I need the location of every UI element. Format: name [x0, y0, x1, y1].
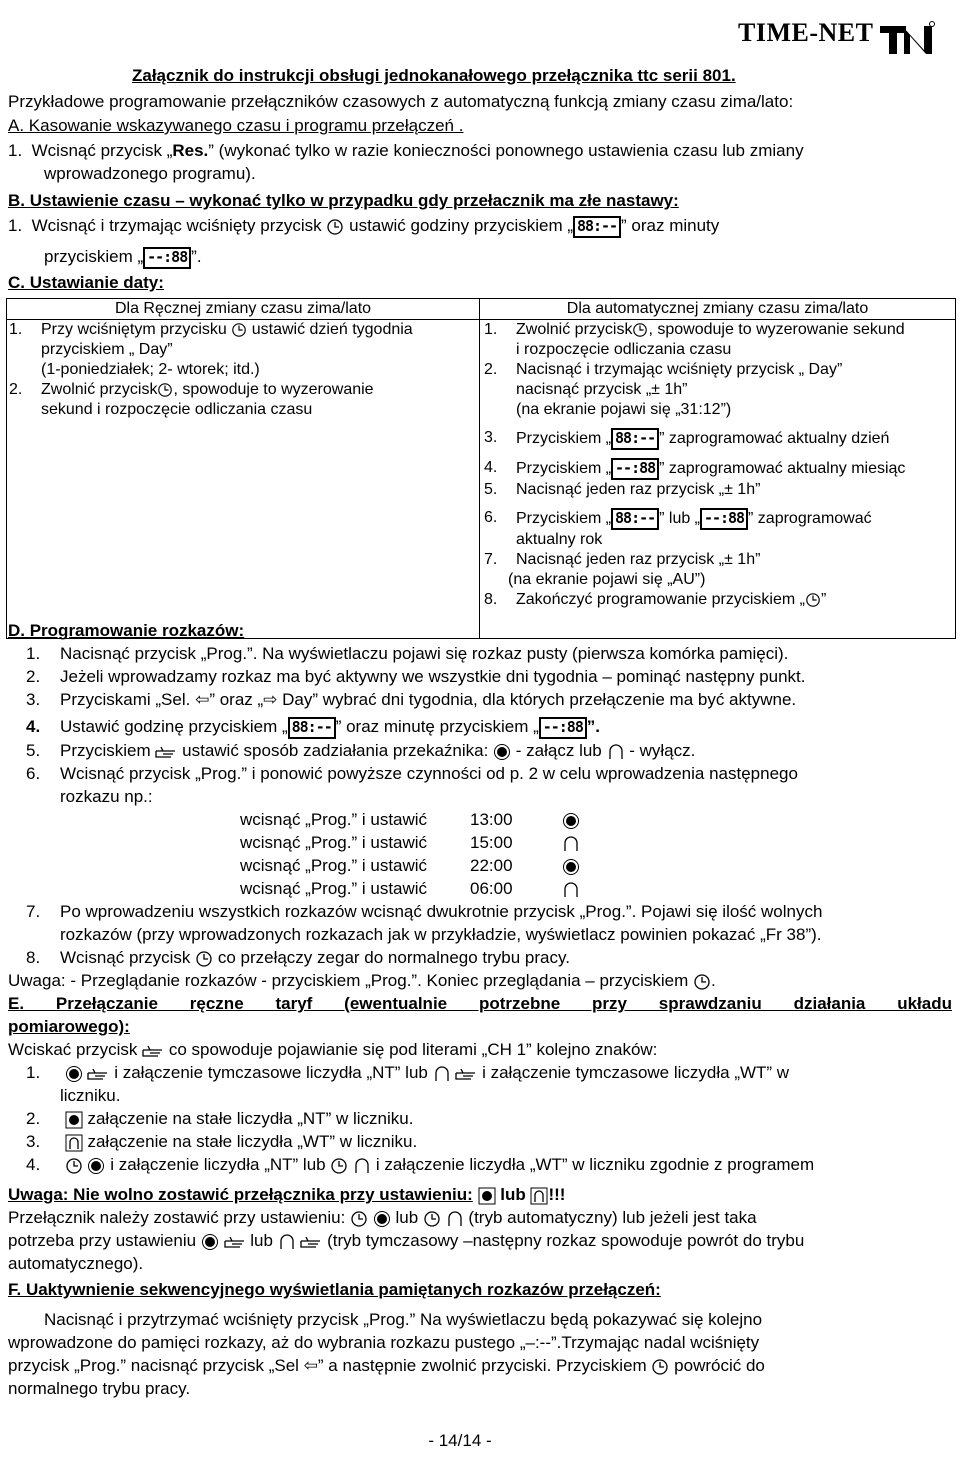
- example-row: wcisnąć „Prog.” i ustawić 13:00: [240, 809, 580, 831]
- relay-off-icon: [607, 743, 625, 761]
- clock-icon: [651, 1358, 669, 1376]
- section-d-item-3: 3. Przyciskami „Sel. ⇦” oraz „⇨ Day” wybrać dni tygodnia, dla których przełączenie ma być aktywne.: [26, 690, 797, 709]
- hand-icon: [300, 1234, 322, 1250]
- time-net-logo-icon: [880, 20, 940, 56]
- section-e-item-3: 3. załączenie na stałe liczydła „WT” w liczniku.: [26, 1132, 418, 1151]
- minutes-button-icon: --:88: [539, 717, 587, 739]
- example-row: wcisnąć „Prog.” i ustawić 15:00: [240, 832, 580, 854]
- section-d-item-7-cont: rozkazów (przy wprowadzonych rozkazach jak w przykładzie, wyświetlacz powinien pokazać „Fr 38”).: [60, 925, 822, 944]
- clock-icon: [231, 322, 247, 338]
- relay-on-icon: [87, 1157, 105, 1175]
- auto-step-8: 8. Zakończyć programowanie przyciskiem „ ”: [484, 591, 827, 608]
- section-e-item-4: 4. i załączenie liczydła „NT” lub i załączenie liczydła „WT” w liczniku zgodnie z programem: [26, 1155, 815, 1174]
- hand-icon: [155, 744, 177, 760]
- section-a-heading: A. Kasowanie wskazywanego czasu i programu przełączeń .: [8, 116, 464, 135]
- section-e-para-2: potrzeba przy ustawieniu lub (tryb tymczasowy –następny rozkaz spowoduje powrót do trybu: [8, 1231, 805, 1250]
- auto-step-3: 3. Przyciskiem „ 88:-- ” zaprogramować aktualny dzień: [480, 428, 955, 450]
- relay-on-icon: [201, 1233, 219, 1251]
- relay-off-icon: [278, 1233, 296, 1251]
- auto-step-5: 5. Nacisnąć jeden raz przycisk „± 1h”: [484, 481, 761, 498]
- section-c-heading: C. Ustawianie daty:: [8, 273, 164, 292]
- section-d-item-4: 4. Ustawić godzinę przyciskiem „ 88:-- ” oraz minutę przyciskiem „ --:88 ”.: [26, 716, 600, 739]
- minutes-button-icon: --:88: [611, 458, 659, 480]
- manual-step-2: 2. Zwolnić przycisk , spowoduje to wyzerowanie sekund i rozpoczęcie odliczania czasu: [9, 381, 374, 418]
- clock-icon: [693, 973, 711, 991]
- manual-column-header: Dla Ręcznej zmiany czasu zima/lato: [7, 299, 480, 320]
- section-e-item-1: 1. i załączenie tymczasowe liczydła „NT” lub i załączenie tymczasowe liczydła „WT” w: [26, 1063, 790, 1082]
- section-e-intro: Wciskać przycisk co spowoduje pojawianie się pod literami „CH 1” kolejno znaków:: [8, 1040, 658, 1059]
- auto-step-1: 1. Zwolnić przycisk , spowoduje to wyzerowanie sekund i rozpoczęcie odliczania czasu: [484, 321, 905, 358]
- section-d-item-6: 6. Wcisnąć przycisk „Prog.” i ponowić powyższe czynności od p. 2 w celu wprowadzenia następnego: [26, 764, 798, 783]
- section-e-warning: Uwaga: Nie wolno zostawić przełącznika przy ustawieniu: lub !!!: [8, 1185, 566, 1204]
- date-setting-table: [6, 298, 956, 639]
- relay-off-fixed-icon: [530, 1187, 548, 1205]
- section-e-para-1: Przełącznik należy zostawić przy ustawieniu: lub (tryb automatyczny) lub jeżeli jest taka: [8, 1208, 757, 1227]
- relay-off-fixed-icon: [65, 1134, 83, 1152]
- example-row: wcisnąć „Prog.” i ustawić 22:00: [240, 855, 580, 877]
- section-f-line-2: wprowadzone do pamięci rozkazy, aż do wybrania rozkazu pustego „–:--”.Trzymając nadal wciśnięty: [8, 1333, 760, 1352]
- section-d-heading: D. Programowanie rozkazów:: [8, 621, 245, 640]
- hours-button-icon: 88:--: [611, 428, 659, 450]
- hand-icon: [142, 1043, 164, 1059]
- relay-on-fixed-icon: [478, 1187, 496, 1205]
- auto-step-4: 4. Przyciskiem „ --:88 ” zaprogramować aktualny miesiąc: [480, 458, 955, 480]
- section-e-item-1-cont: liczniku.: [60, 1086, 121, 1105]
- section-e-item-2: 2. załączenie na stałe liczydła „NT” w liczniku.: [26, 1109, 414, 1128]
- clock-icon: [330, 1157, 348, 1175]
- clock-icon: [350, 1210, 368, 1228]
- minutes-button-icon: --:88: [700, 508, 748, 530]
- section-b-heading: B. Ustawienie czasu – wykonać tylko w przypadku gdy przełacznik ma złe nastawy:: [8, 191, 679, 210]
- manual-step-1: 1. Przy wciśniętym przycisku ustawić dzień tygodnia przyciskiem „ Day” (1-poniedziałek; 2- wtorek; itd.): [9, 321, 413, 378]
- section-f-line-4: normalnego trybu pracy.: [8, 1379, 191, 1398]
- doc-title: Załącznik do instrukcji obsługi jednokanałowego przełącznika ttc serii 801.: [132, 66, 736, 85]
- clock-icon: [423, 1210, 441, 1228]
- section-e-heading-cont: pomiarowego):: [8, 1017, 130, 1036]
- example-row: wcisnąć „Prog.” i ustawić 06:00: [240, 878, 580, 900]
- auto-step-7: 7. Nacisnąć jeden raz przycisk „± 1h” (na ekranie pojawi się „AU”): [484, 551, 761, 588]
- clock-icon: [157, 382, 173, 398]
- section-e-heading: E. Przełączanie ręczne taryf (ewentualnie potrzebne przy sprawdzaniu działania układu: [8, 994, 952, 1013]
- section-b-item-1-cont: przyciskiem „ --:88 ”.: [44, 246, 202, 269]
- res-key: Res.: [172, 141, 209, 160]
- section-d-item-5: 5. Przyciskiem ustawić sposób zadziałania przekaźnika: - załącz lub - wyłącz.: [26, 741, 696, 760]
- hours-button-icon: 88:--: [288, 717, 336, 739]
- hours-button-icon: 88:--: [611, 508, 659, 530]
- clock-icon: [195, 950, 213, 968]
- clock-icon: [805, 592, 821, 608]
- manual-column: [7, 320, 480, 639]
- section-d-item-2: 2. Jeżeli wprowadzamy rozkaz ma być aktywny we wszystkie dni tygodnia – pominąć następny punkt.: [26, 667, 806, 686]
- relay-off-icon: [562, 881, 580, 899]
- section-e-para-3: automatycznego).: [8, 1254, 144, 1273]
- relay-on-icon: [562, 812, 580, 830]
- auto-column-header: Dla automatycznej zmiany czasu zima/lato: [480, 299, 956, 320]
- brand-name: TIME-NET: [738, 18, 874, 47]
- hand-icon: [455, 1066, 477, 1082]
- page-number: - 14/14 -: [428, 1431, 492, 1450]
- relay-off-icon: [353, 1157, 371, 1175]
- clock-icon: [326, 218, 344, 236]
- section-a-item-1-cont: wprowadzonego programu).: [44, 164, 256, 183]
- auto-step-2: 2. Nacisnąć i trzymając wciśnięty przycisk „ Day” nacisnąć przycisk „± 1h” (na ekranie pojawi się „31:12”): [484, 361, 843, 418]
- section-f-line-1: Nacisnąć i przytrzymać wciśnięty przycisk „Prog.” Na wyświetlaczu będą pokazywać się kolejno: [44, 1310, 763, 1329]
- section-d-item-6-cont: rozkazu np.:: [60, 787, 153, 806]
- section-b-item-1: 1. Wcisnąć i trzymając wciśnięty przycisk ustawić godziny przyciskiem „ 88:-- ” oraz minuty: [8, 215, 719, 238]
- auto-column: [480, 320, 956, 639]
- relay-on-icon: [562, 858, 580, 876]
- relay-off-icon: [562, 835, 580, 853]
- section-f-heading: F. Uaktywnienie sekwencyjnego wyświetlania pamiętanych rozkazów przełączeń:: [8, 1280, 661, 1299]
- section-d-note: Uwaga: - Przeglądanie rozkazów - przyciskiem „Prog.”. Koniec przeglądania – przyciskiem .: [8, 971, 716, 990]
- minutes-button-icon: --:88: [143, 247, 191, 269]
- hand-icon: [224, 1234, 246, 1250]
- relay-off-icon: [433, 1065, 451, 1083]
- hand-icon: [87, 1066, 109, 1082]
- doc-subtitle: Przykładowe programowanie przełączników czasowych z automatyczną funkcją zmiany czasu zima/lato:: [8, 92, 794, 111]
- section-f-line-3: przycisk „Prog.” nacisnąć przycisk „Sel ⇦” a następnie zwolnić przyciski. Przyciskiem powrócić do: [8, 1356, 765, 1375]
- hours-button-icon: 88:--: [573, 216, 621, 238]
- section-d-item-7: 7. Po wprowadzeniu wszystkich rozkazów wcisnąć dwukrotnie przycisk „Prog.”. Pojawi się ilość wolnych: [26, 902, 823, 921]
- item-number: 1.: [8, 141, 23, 160]
- relay-on-icon: [373, 1210, 391, 1228]
- relay-on-icon: [65, 1065, 83, 1083]
- section-d-item-8: 8. Wcisnąć przycisk co przełączy zegar do normalnego trybu pracy.: [26, 948, 570, 967]
- relay-on-fixed-icon: [65, 1111, 83, 1129]
- auto-step-6: 6. Przyciskiem „ 88:-- ” lub „ --:88 ” zaprogramować aktualny rok: [484, 509, 872, 548]
- section-d-item-1: 1. Nacisnąć przycisk „Prog.”. Na wyświetlaczu pojawi się rozkaz pusty (pierwsza komórka pamięci).: [26, 644, 789, 663]
- clock-icon: [632, 322, 648, 338]
- relay-on-icon: [493, 743, 511, 761]
- section-a-item-1: 1. Wcisnąć przycisk „Res.” (wykonać tylko w razie konieczności ponownego ustawienia czasu lub zmiany: [8, 141, 804, 160]
- clock-icon: [65, 1157, 83, 1175]
- relay-off-icon: [446, 1210, 464, 1228]
